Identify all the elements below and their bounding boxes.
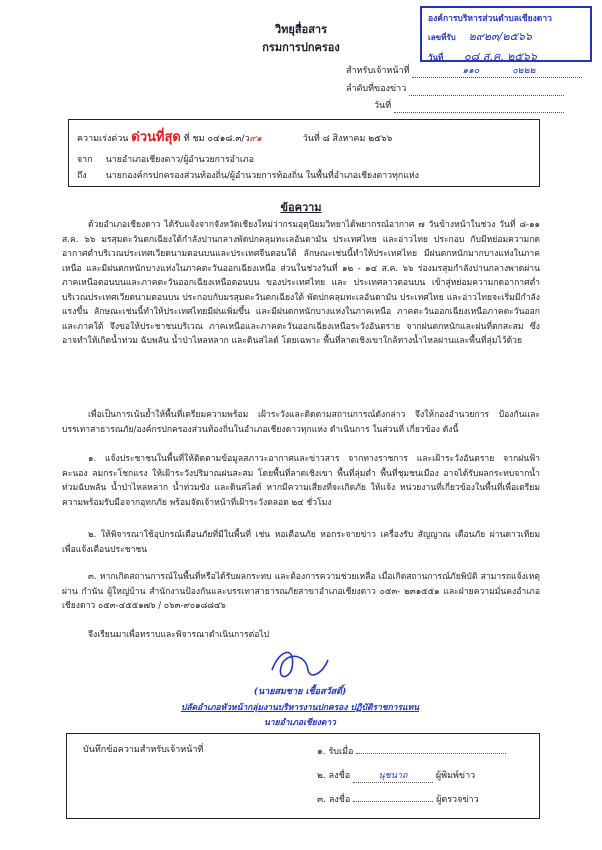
footer-row-3-suffix: ผู้ตรวจข่าว — [436, 795, 479, 805]
to-label: ถึง — [77, 171, 87, 181]
message-date: วันที่ ๘ สิงหาคม ๒๕๖๖ — [302, 134, 393, 144]
footer-row-3 — [317, 792, 479, 806]
footer-row-2 — [317, 768, 475, 783]
paragraph-item-2: ๒. ให้พิจารณาใช้อุปกรณ์เตือนภัยที่มีในพื้นที่ เช่น หอเตือนภัย หอกระจายข่าว เครื่องรับ สัญญาณ เตือนภัย ผ่านดาวเทียม เพื่อแจ้งเตือนประชาชน — [62, 530, 540, 555]
routing-officer-label: สำหรับเจ้าหน้าที่ — [346, 66, 410, 76]
stamp-receipt-no: ๒๙๒๓/๒๕๖๖ — [468, 30, 532, 43]
routing-officer-code: ๐๒๒๒ — [512, 66, 536, 76]
to-line — [77, 168, 419, 182]
footer-row-1 — [317, 744, 506, 758]
from-line — [77, 152, 254, 166]
header-line-1: วิทยุสื่อสาร — [275, 23, 327, 36]
routing-sequence — [346, 83, 564, 96]
footer-row-2-value: นุชนาถ — [353, 768, 433, 783]
paragraph-item-3: ๓. หากเกิดสถานการณ์ในพื้นที่หรือได้รับผลกระทบ และต้องการความช่วยเหลือ เมื่อเกิดสถานการณ์ภัยพิบัติ สามารถแจ้งเหตุผ่าน กำนัน ผู้ใหญ่บ้าน สำนักงานป้องกันและบรรเทาสาธารณภัยสาขาอำเภอเชียงดาว ๐๕๓- ๒๓๑๕๕๑ และฝ่ายความมั่นคงอำเภอเชียงดาว ๐๕๓-๔๕๕๑๗๖ / ๐๖๓-๙๐๑๘๘๔๖ — [62, 572, 540, 611]
footer-row-3-label: ลงชื่อ — [328, 795, 351, 805]
closing-line: จึงเรียนมาเพื่อทราบและพิจารณาดำเนินการต่อไป — [88, 630, 270, 640]
routing-date-label: วันที่ — [374, 101, 392, 111]
from-value: นายอำเภอเชียงดาว/ผู้อำนวยการอำเภอ — [105, 155, 254, 165]
receipt-stamp — [420, 6, 592, 62]
stamp-receipt-label: เลขที่รับ — [428, 33, 456, 42]
from-label: จาก — [77, 155, 93, 165]
signature-title-2: นายอำเภอเชียงดาว — [264, 718, 336, 728]
message-header-box — [68, 119, 540, 187]
urgency-label: ความเร่งด่วน — [77, 134, 129, 144]
routing-sequence-label: ลำดับที่ของข่าว — [346, 84, 407, 94]
footer-row-1-num: ๑. — [317, 747, 326, 757]
footer-row-2-num: ๒. — [317, 771, 326, 781]
paragraph-2: เพื่อเป็นการเน้นย้ำให้พื้นที่เตรียมความพร้อม เฝ้าระวังและติดตามสถานการณ์ดังกล่าว จึงให้กองอำนวยการ ป้องกันและบรรเทาสาธารณภัย/องค์กรปกครองส่วนท้องถิ่นในอำเภอเชียงดาวทุกแห่ง ดำเนินการ ในส่วนที่ เกี่ยวข้อง ดังนี้ — [62, 410, 540, 435]
footer-heading: บันทึกข้อความสำหรับเจ้าหน้าที่ — [83, 745, 204, 755]
urgency-value: ด่วนที่สุด — [131, 130, 181, 145]
signature-title-1: ปลัดอำเภอหัวหน้ากลุ่มงานบริหารงานปกครอง ปฏิบัติราชการแทน — [180, 703, 420, 713]
footer-row-1-value — [356, 753, 506, 754]
paragraph-item-1: ๑. แจ้งประชาชนในพื้นที่ให้ติดตามข้อมูลสภาวะอากาศและข่าวสาร จากทางราชการ และเฝ้าระวังอันตราย จากฝนฟ้าคะนอง ลมกระโชกแรง ให้เฝ้าระวังปริมาณฝนสะสม โดยพื้นที่ลาดเชิงเขา พื้นที่ลุ่มต่ำ พื้นที่ชุมชนเมือง อาจได้รับผลกระทบจากน้ำท่วมฉับพลัน น้ำป่าไหลหลาก น้ำท่วมขัง และดินสไลด์ หากมีความเสี่ยงที่จะเกิดภัย ให้แจ้ง หน่วยงานที่เกี่ยวข้องในพื้นที่เพื่อเตรียมความพร้อมรับมือจากอุทกภัย พร้อมจัดเจ้าหน้าที่เฝ้าระวังตลอด ๒๔ ชั่วโมง — [62, 454, 540, 508]
footer-box — [66, 733, 540, 819]
footer-row-3-value — [353, 801, 433, 802]
footer-row-1-label: รับเมื่อ — [328, 747, 354, 757]
urgency-line — [77, 126, 392, 147]
signature-name: (นายสมชาย เชื้อสวัสดิ์) — [253, 687, 347, 697]
routing-officer-value: ๑๑๐ — [462, 66, 480, 76]
ref-no: ที่ ชม ๐๔๑๘.๓/ว — [183, 134, 250, 144]
stamp-date-label: วันที่ — [428, 53, 444, 62]
footer-row-2-suffix: ผู้พิมพ์ข่าว — [435, 771, 476, 781]
stamp-title: องค์การบริหารส่วนตำบลเชียงดาว — [428, 14, 552, 24]
section-title: ข้อความ — [280, 201, 322, 214]
to-value: นายกองค์กรปกครองส่วนท้องถิ่น/ผู้อำนวยการท้องถิ่น ในพื้นที่อำเภอเชียงดาวทุกแห่ง — [105, 171, 419, 181]
signature-scribble — [262, 640, 342, 688]
routing-date — [346, 100, 564, 113]
stamp-date: ๐๘ ส.ค. ๒๕๖๖ — [464, 50, 537, 63]
ref-no-hand: ๙๑ — [249, 134, 262, 144]
footer-row-3-num: ๓. — [317, 795, 327, 805]
paragraph-1: ด้วยอำเภอเชียงดาว ได้รับแจ้งจากจังหวัดเชียงใหม่ว่ากรมอุตุนิยมวิทยาได้พยากรณ์อากาศ ๗ วันข้างหน้าในช่วง วันที่ ๘-๑๑ ส.ค. ๖๖ มรสุมตะวันตกเฉียงใต้กำลังปานกลางพัดปกคลุมทะเลอันดามัน ประเทศไทย และอ่าวไทย ประกอบ กับมีหย่อมความกดอากาศต่ำบริเวณประเทศเวียดนามตอนบนและประเทศจีนตอนใต้ ลักษณะเช่นนี้ทำให้ประเทศไทย มีฝนตกหนักมากบางแห่งในภาคเหนือ และมีฝนตกหนักบางแห่งในภาคตะวันออกเฉียงเหนือ ส่วนในช่วงวันที่ ๑๒ - ๑๔ ส.ค. ๖๖ ร่องมรสุมกำลังปานกลางพาดผ่านภาคเหนือตอนบนและภาคตะวันออกเฉียงเหนือตอนบน ของประเทศไทย และ ประเทศลาวตอนบน เข้าสู่หย่อมความกดอากาศต่ำบริเวณประเทศเวียดนามตอนบน ประกอบกับมรสุมตะวันตกเฉียงใต้ พัดปกคลุมทะเลอันดามัน ประเทศไทย และอ่าวไทยจะเริ่มมีกำลังแรงขึ้น ลักษณะเช่นนี้ทำให้ประเทศไทยมีฝนเพิ่มขึ้น และมีฝนตกหนักบางแห่งในภาคเหนือ ภาคตะวันออกเฉียงเหนือภาคตะวันออก และภาคใต้ จึงขอให้ประชาชนบริเวณ ภาคเหนือและภาคตะวันออกเฉียงเหนือระวังอันตราย จากฝนตกหนักและฝนที่ตกสะสม ซึ่งอาจทำให้เกิดน้ำท่วม ฉับพลัน น้ำป่าไหลหลาก และดินสไลด์ โดยเฉพาะ พื้นที่ลาดเชิงเขาใกล้ทางน้ำไหลผ่านและพื้นที่ลุ่มไว้ด้วย — [62, 220, 540, 346]
header-line-2: กรมการปกครอง — [262, 41, 340, 54]
footer-row-2-label: ลงชื่อ — [328, 771, 351, 781]
routing-officer — [346, 65, 582, 78]
